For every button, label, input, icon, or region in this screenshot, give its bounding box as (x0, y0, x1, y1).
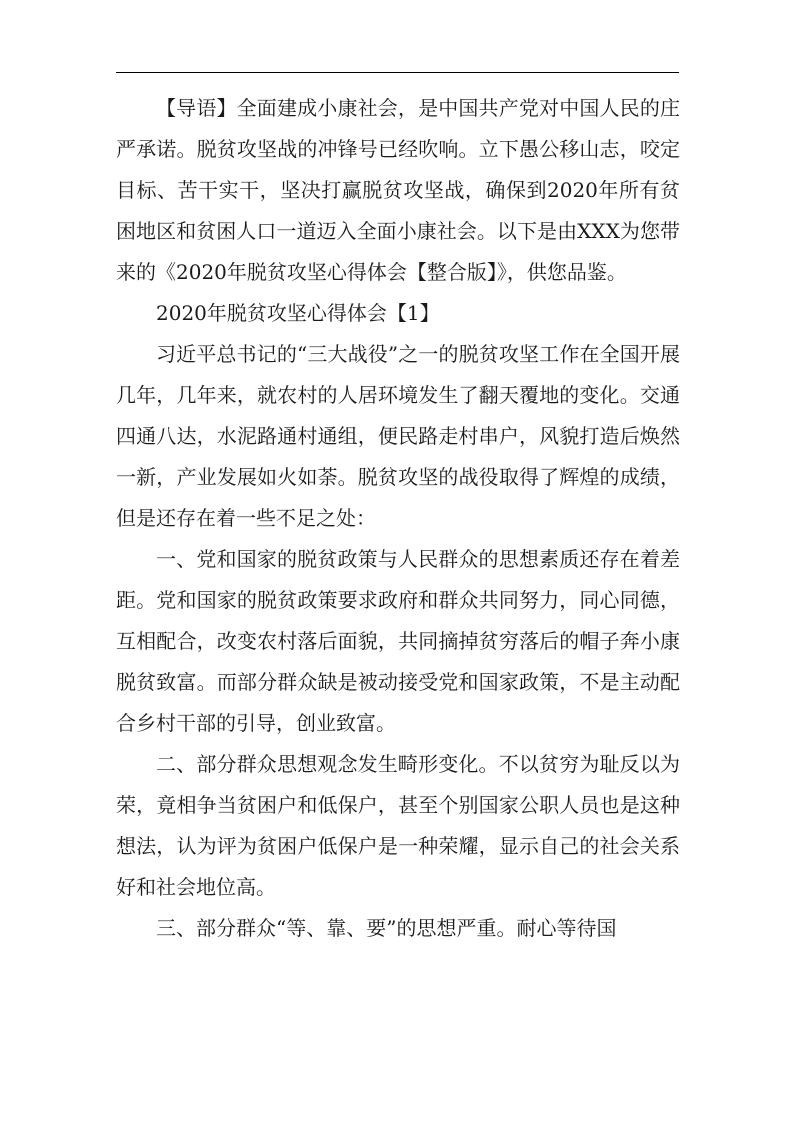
body-paragraph: 二、部分群众思想观念发生畸形变化。不以贫穷为耻反以为荣，竟相争当贫困户和低保户，甚至个别国家公职人员也是这种想法，认为评为贫困户低保户是一种荣耀，显示自己的社会关系好和社会地位高。 (116, 752, 680, 899)
document-body (116, 88, 680, 949)
section-heading: 2020年脱贫攻坚心得体会【1】 (156, 301, 440, 325)
body-paragraph: 习近平总书记的“三大战役”之一的脱贫攻坚工作在全国开展几年，几年来，就农村的人居环境发生了翻天覆地的变化。交通四通八达，水泥路通村通组，便民路走村串户，风貌打造后焕然一新，产业发展如火如荼。脱贫攻坚的战役取得了辉煌的成绩，但是还存在着一些不足之处： (116, 342, 680, 530)
header-rule (116, 72, 679, 73)
body-paragraph: 一、党和国家的脱贫政策与人民群众的思想素质还存在着差距。党和国家的脱贫政策要求政府和群众共同努力，同心同德，互相配合，改变农村落后面貌，共同摘掉贫穷落后的帽子奔小康脱贫致富。而部分群众缺是被动接受党和国家政策，不是主动配合乡村干部的引导，创业致富。 (116, 547, 680, 735)
body-paragraph: 三、部分群众“等、靠、要”的思想严重。耐心等待国 (156, 916, 617, 940)
intro-paragraph: 【导语】全面建成小康社会，是中国共产党对中国人民的庄严承诺。脱贫攻坚战的冲锋号已经吹响。立下愚公移山志，咬定目标、苦干实干，坚决打赢脱贫攻坚战，确保到2020年所有贫困地区和贫困人口一道迈入全面小康社会。以下是由XXX为您带来的《2020年脱贫攻坚心得体会【整合版】》，供您品鉴。 (116, 96, 680, 284)
